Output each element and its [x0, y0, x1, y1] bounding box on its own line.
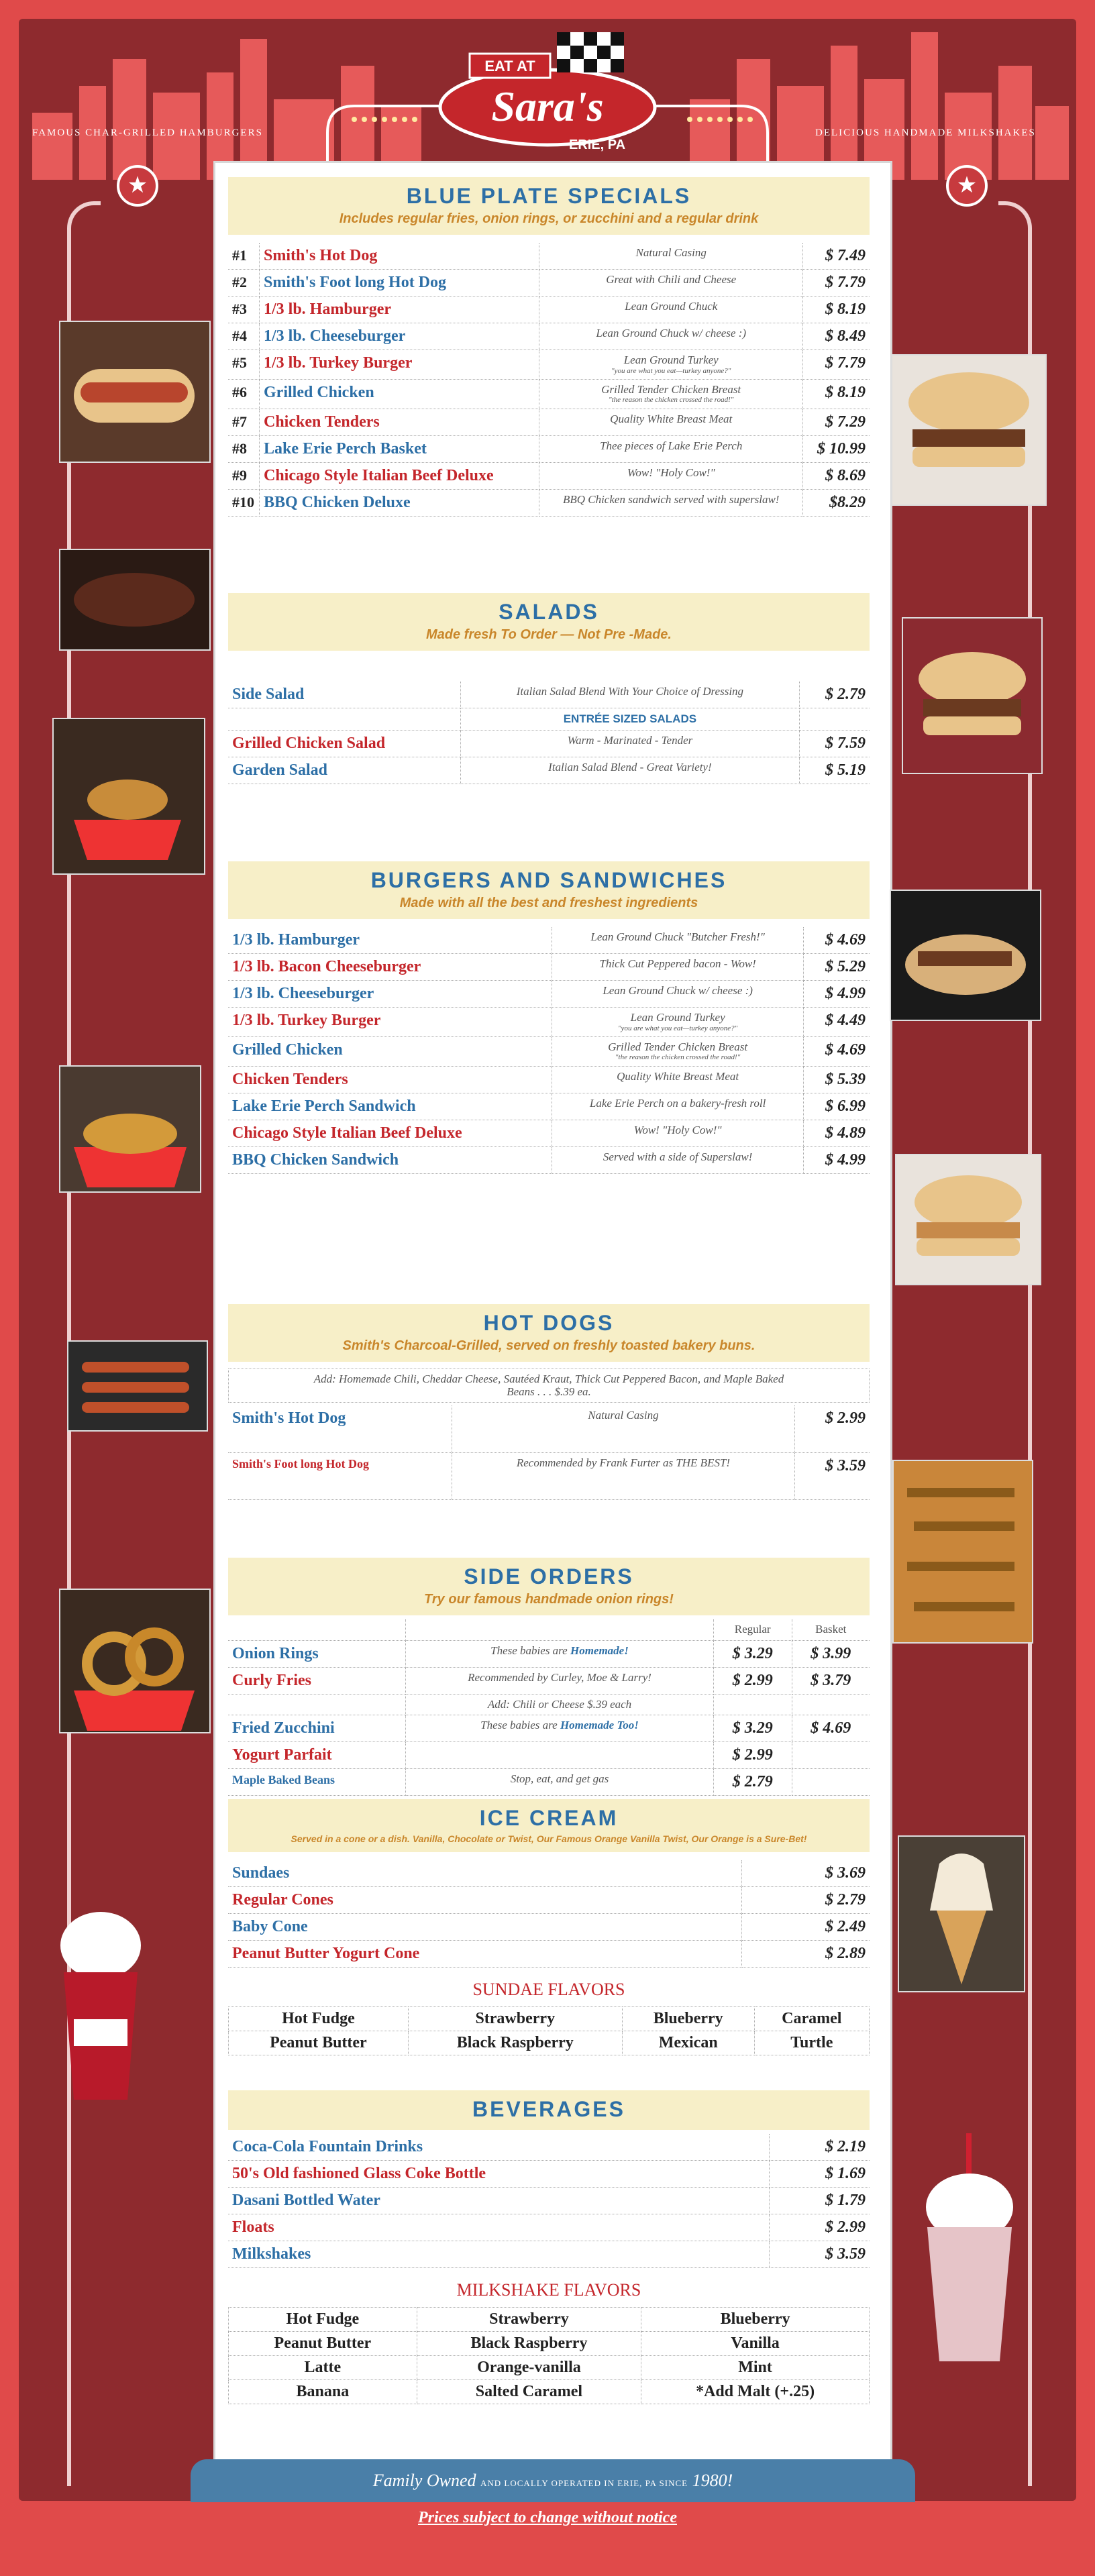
photo-cheeseburger	[902, 617, 1043, 774]
section-subtitle: Served in a cone or a dish. Vanilla, Chocolate or Twist, Our Famous Orange Vanilla Twist, Our Orange is a Sure-Bet!	[291, 1833, 807, 1844]
table-row	[228, 489, 870, 516]
item-price: $ 7.49	[803, 243, 870, 270]
logo-name-text: Sara's	[491, 83, 604, 130]
section-title: BEVERAGES	[472, 2097, 625, 2121]
photo-milkshake	[919, 2133, 1020, 2368]
side-addon: Add: Chili or Cheese $.39 each	[406, 1694, 714, 1715]
item-desc: Wow! "Holy Cow!"	[627, 466, 715, 479]
item-name: 1/3 lb. Hamburger	[228, 927, 552, 954]
col-basket: Basket	[792, 1619, 870, 1640]
item-desc-cell	[539, 379, 803, 409]
locally-operated-text: AND LOCALLY OPERATED IN ERIE, PA SINCE	[480, 2478, 688, 2488]
item-desc: Warm - Marinated - Tender	[460, 731, 800, 757]
item-number: #1	[228, 243, 260, 270]
flavor-cell: Turtle	[754, 2031, 869, 2055]
item-desc: Served with a side of Superslaw!	[603, 1150, 753, 1163]
item-price: $ 2.79	[800, 682, 870, 708]
item-name: Yogurt Parfait	[228, 1742, 406, 1769]
item-name: Milkshakes	[228, 2241, 769, 2268]
item-name: Regular Cones	[228, 1887, 742, 1914]
item-price: $ 8.69	[803, 462, 870, 489]
item-desc: Lean Ground Chuck w/ cheese :)	[603, 984, 753, 997]
flavor-cell: Black Raspberry	[408, 2031, 622, 2055]
table-row	[228, 1715, 870, 1742]
item-price-regular: $ 2.79	[713, 1769, 792, 1796]
table-row	[228, 1769, 870, 1796]
table-row	[228, 954, 870, 981]
item-name: 1/3 lb. Cheeseburger	[260, 323, 539, 350]
table-row	[228, 435, 870, 462]
item-name: 1/3 lb. Bacon Cheeseburger	[228, 954, 552, 981]
table-row	[228, 1036, 870, 1066]
star-icon: ★	[117, 165, 158, 207]
item-name: Smith's Foot long Hot Dog	[228, 1452, 452, 1499]
logo-location-text: ERIE, PA	[568, 138, 626, 152]
item-name: Smith's Hot Dog	[228, 1405, 452, 1452]
item-price: $ 7.79	[803, 350, 870, 380]
section-subtitle: Made fresh To Order — Not Pre -Made.	[426, 627, 672, 642]
item-price-basket: $ 3.79	[792, 1667, 870, 1694]
photo-grill-meat	[59, 549, 211, 651]
item-desc-cell	[552, 1066, 804, 1093]
item-name: Chicago Style Italian Beef Deluxe	[260, 462, 539, 489]
item-desc: Thick Cut Peppered bacon - Wow!	[599, 957, 756, 970]
item-desc-cell	[552, 954, 804, 981]
table-row	[228, 1667, 870, 1694]
item-desc: These babies are	[490, 1644, 570, 1657]
item-desc: Italian Salad Blend - Great Variety!	[460, 757, 800, 784]
item-name: 1/3 lb. Turkey Burger	[228, 1008, 552, 1037]
item-name: Curly Fries	[228, 1667, 406, 1694]
table-row	[228, 731, 870, 757]
item-price: $8.29	[803, 489, 870, 516]
item-desc-cell	[552, 981, 804, 1008]
sundae-flavors-grid	[228, 2006, 870, 2055]
item-number: #3	[228, 297, 260, 323]
item-name: Onion Rings	[228, 1640, 406, 1667]
salads-banner	[228, 593, 870, 651]
item-name: Dasani Bottled Water	[228, 2188, 769, 2214]
item-desc-cell	[552, 1036, 804, 1066]
flavor-cell: Strawberry	[417, 2308, 641, 2332]
item-name: Lake Erie Perch Sandwich	[228, 1093, 552, 1120]
item-price: $ 2.49	[742, 1914, 870, 1941]
item-number: #8	[228, 435, 260, 462]
item-price-regular: $ 3.29	[713, 1715, 792, 1742]
flavor-row	[229, 2356, 870, 2380]
item-desc: Stop, eat, and get gas	[406, 1769, 714, 1796]
item-price: $ 4.99	[803, 1146, 870, 1173]
table-row	[228, 1008, 870, 1037]
table-row	[228, 927, 870, 954]
item-price: $ 2.19	[769, 2134, 870, 2161]
section-subtitle: Try our famous handmade onion rings!	[424, 1592, 674, 1607]
item-name: Garden Salad	[228, 757, 460, 784]
burgers-table	[228, 927, 870, 1174]
flavor-cell: Blueberry	[622, 2007, 754, 2031]
item-desc: Grilled Tender Chicken Breast	[608, 1040, 748, 1053]
item-name: 50's Old fashioned Glass Coke Bottle	[228, 2161, 769, 2188]
blue-plate-table	[228, 243, 870, 517]
item-price: $ 4.69	[803, 1036, 870, 1066]
item-desc-cell	[539, 270, 803, 297]
sundae-flavors-title: SUNDAE FLAVORS	[472, 1980, 625, 1999]
flavor-cell: Mexican	[622, 2031, 754, 2055]
flavor-row	[229, 2332, 870, 2356]
flavor-row	[229, 2031, 870, 2055]
table-row	[228, 1093, 870, 1120]
item-price: $ 2.79	[742, 1887, 870, 1914]
table-row	[228, 409, 870, 435]
item-note: "the reason the chicken crossed the road!"	[615, 1053, 741, 1062]
table-row	[228, 270, 870, 297]
item-name: 1/3 lb. Hamburger	[260, 297, 539, 323]
item-price: $ 7.79	[803, 270, 870, 297]
item-price: $ 2.99	[769, 2214, 870, 2241]
photo-italian-beef	[890, 890, 1041, 1021]
flavor-cell: Hot Fudge	[229, 2308, 417, 2332]
section-title: ICE CREAM	[479, 1806, 619, 1830]
item-price: $ 7.29	[803, 409, 870, 435]
flavor-row	[229, 2380, 870, 2404]
flavor-cell: Banana	[229, 2380, 417, 2404]
item-desc: Recommended by Frank Furter as THE BEST!	[452, 1452, 795, 1499]
item-name: Coca-Cola Fountain Drinks	[228, 2134, 769, 2161]
item-name: Chicken Tenders	[260, 409, 539, 435]
table-row	[228, 1146, 870, 1173]
table-row	[228, 243, 870, 270]
beverages-table	[228, 2134, 870, 2268]
hot-dogs-section	[228, 1304, 870, 1500]
item-price: $ 4.99	[803, 981, 870, 1008]
item-name: Smith's Foot long Hot Dog	[260, 270, 539, 297]
item-name: Grilled Chicken	[260, 379, 539, 409]
ice-cream-banner	[228, 1799, 870, 1852]
item-price: $ 8.19	[803, 297, 870, 323]
item-desc-cell	[539, 462, 803, 489]
hot-dogs-table	[228, 1405, 870, 1500]
table-row	[228, 1640, 870, 1667]
footer-banner	[191, 2459, 915, 2502]
item-name: Grilled Chicken	[228, 1036, 552, 1066]
flavor-cell: Blueberry	[641, 2308, 870, 2332]
item-number: #5	[228, 350, 260, 380]
item-desc: Lean Ground Turkey	[630, 1011, 725, 1024]
right-tagline: DELICIOUS HANDMADE MILKSHAKES	[815, 127, 1036, 138]
price-notice: Prices subject to change without notice	[417, 2509, 677, 2526]
logo	[429, 27, 666, 154]
item-price: $ 3.69	[742, 1860, 870, 1887]
flavor-cell: Hot Fudge	[229, 2007, 409, 2031]
item-price: $ 6.99	[803, 1093, 870, 1120]
photo-chicken-sandwich	[895, 1154, 1041, 1285]
item-name: Sundaes	[228, 1860, 742, 1887]
flavor-row	[229, 2007, 870, 2031]
item-number: #4	[228, 323, 260, 350]
table-row	[228, 2241, 870, 2268]
flavor-cell: Mint	[641, 2356, 870, 2380]
item-name: Lake Erie Perch Basket	[260, 435, 539, 462]
item-desc: Natural Casing	[635, 246, 707, 259]
item-price: $ 1.69	[769, 2161, 870, 2188]
flavor-cell: Strawberry	[408, 2007, 622, 2031]
item-number: #6	[228, 379, 260, 409]
table-row	[228, 1742, 870, 1769]
table-row	[228, 1887, 870, 1914]
item-desc: Natural Casing	[452, 1405, 795, 1452]
item-desc: Great with Chili and Cheese	[606, 273, 737, 286]
flavor-cell: Peanut Butter	[229, 2332, 417, 2356]
beverages-section	[228, 2090, 870, 2404]
photo-burger	[891, 354, 1047, 506]
flavor-row	[229, 2308, 870, 2332]
table-row	[228, 1914, 870, 1941]
item-price-regular: $ 2.99	[713, 1667, 792, 1694]
item-price-regular: $ 2.99	[713, 1742, 792, 1769]
table-row	[228, 2214, 870, 2241]
flavor-cell: Orange-vanilla	[417, 2356, 641, 2380]
hot-dog-addons: Add: Homemade Chili, Cheddar Cheese, Sautéed Kraut, Thick Cut Peppered Bacon, and Maple Baked Beans . . . $.39 ea.	[228, 1368, 870, 1403]
item-desc-cell	[539, 323, 803, 350]
table-header	[228, 1619, 870, 1640]
item-price-basket: $ 3.99	[792, 1640, 870, 1667]
flavor-cell: Vanilla	[641, 2332, 870, 2356]
section-title: SIDE ORDERS	[464, 1564, 634, 1589]
item-desc-cell	[539, 243, 803, 270]
flavor-cell: *Add Malt (+.25)	[641, 2380, 870, 2404]
item-desc-emphasis: Homemade Too!	[560, 1719, 639, 1732]
photo-hot-dog	[59, 321, 211, 463]
item-desc: Quality White Breast Meat	[617, 1069, 739, 1083]
photo-soft-serve	[898, 1835, 1025, 1992]
section-subtitle: Smith's Charcoal-Grilled, served on freshly toasted bakery buns.	[342, 1338, 755, 1353]
item-desc: Lean Ground Turkey	[623, 354, 719, 366]
section-title: SALADS	[499, 600, 599, 624]
table-row	[228, 1066, 870, 1093]
photo-onion-rings	[59, 1589, 211, 1733]
table-row	[228, 2161, 870, 2188]
item-price: $ 7.59	[800, 731, 870, 757]
item-price: $ 4.49	[803, 1008, 870, 1037]
item-number: #9	[228, 462, 260, 489]
salads-section	[228, 593, 870, 784]
item-desc: Recommended by Curley, Moe & Larry!	[468, 1670, 651, 1684]
item-price: $ 8.19	[803, 379, 870, 409]
section-subtitle: Includes regular fries, onion rings, or zucchini and a regular drink	[339, 211, 759, 226]
side-orders-banner	[228, 1558, 870, 1615]
burgers-banner	[228, 861, 870, 919]
item-name: Baby Cone	[228, 1914, 742, 1941]
table-row	[228, 1120, 870, 1146]
item-name: 1/3 lb. Turkey Burger	[260, 350, 539, 380]
item-price: $ 1.79	[769, 2188, 870, 2214]
item-price: $ 2.89	[742, 1941, 870, 1968]
table-row	[228, 379, 870, 409]
section-title: BLUE PLATE SPECIALS	[406, 184, 692, 208]
family-owned-text: Family Owned	[372, 2471, 476, 2490]
item-name: Grilled Chicken Salad	[228, 731, 460, 757]
entree-label: ENTRÉE SIZED SALADS	[460, 708, 800, 731]
side-orders-section	[228, 1558, 870, 1796]
photo-zucchini-fries	[892, 1460, 1033, 1644]
item-desc-emphasis: Homemade!	[570, 1644, 629, 1657]
table-row	[228, 708, 870, 731]
item-name: BBQ Chicken Sandwich	[228, 1146, 552, 1173]
burgers-section	[228, 861, 870, 1174]
item-price: $ 8.49	[803, 323, 870, 350]
item-name: Side Salad	[228, 682, 460, 708]
item-desc-cell	[539, 435, 803, 462]
item-desc-cell	[552, 1146, 804, 1173]
item-desc: BBQ Chicken sandwich served with superslaw!	[562, 492, 780, 506]
item-price: $ 2.99	[794, 1405, 870, 1452]
milkshake-flavors-grid	[228, 2307, 870, 2404]
item-name: Peanut Butter Yogurt Cone	[228, 1941, 742, 1968]
table-row	[228, 1694, 870, 1715]
item-desc: Lean Ground Chuck	[625, 300, 718, 313]
item-name: Chicken Tenders	[228, 1066, 552, 1093]
item-desc: Lake Erie Perch on a bakery-fresh roll	[589, 1096, 766, 1110]
item-desc-cell	[552, 1093, 804, 1120]
item-price: $ 4.69	[803, 927, 870, 954]
item-price: $ 10.99	[803, 435, 870, 462]
item-number: #10	[228, 489, 260, 516]
milkshake-flavors-title: MILKSHAKE FLAVORS	[456, 2280, 641, 2300]
photo-chicken-tenders	[52, 718, 205, 875]
since-year-text: 1980!	[692, 2471, 733, 2490]
blue-plate-banner	[228, 177, 870, 235]
photo-grilled-hot-dogs	[67, 1340, 208, 1432]
item-name: Maple Baked Beans	[228, 1769, 406, 1796]
item-desc: Lean Ground Chuck "Butcher Fresh!"	[590, 930, 765, 943]
item-price: $ 5.39	[803, 1066, 870, 1093]
item-desc: Lean Ground Chuck w/ cheese :)	[596, 327, 747, 339]
star-icon: ★	[946, 165, 988, 207]
item-desc: Wow! "Holy Cow!"	[633, 1123, 722, 1136]
item-number: #7	[228, 409, 260, 435]
item-name: Fried Zucchini	[228, 1715, 406, 1742]
item-note: "you are what you eat—turkey anyone?"	[611, 366, 731, 375]
item-price: $ 5.29	[803, 954, 870, 981]
col-regular: Regular	[713, 1619, 792, 1640]
ice-cream-section	[228, 1799, 870, 2055]
item-desc-cell	[552, 1120, 804, 1146]
hot-dogs-banner	[228, 1304, 870, 1362]
section-subtitle: Made with all the best and freshest ingredients	[399, 896, 698, 910]
item-desc-cell	[552, 927, 804, 954]
table-row	[228, 2134, 870, 2161]
item-price: $ 3.59	[769, 2241, 870, 2268]
item-desc-cell	[539, 489, 803, 516]
photo-sundae-cup	[54, 1892, 148, 2113]
flavor-cell: Black Raspberry	[417, 2332, 641, 2356]
flavor-cell: Salted Caramel	[417, 2380, 641, 2404]
salads-table	[228, 682, 870, 784]
item-name: 1/3 lb. Cheeseburger	[228, 981, 552, 1008]
table-row	[228, 682, 870, 708]
table-row	[228, 1405, 870, 1452]
table-row	[228, 323, 870, 350]
item-desc: Quality White Breast Meat	[610, 412, 733, 425]
item-price: $ 4.89	[803, 1120, 870, 1146]
logo-top-text: EAT AT	[484, 58, 535, 74]
table-row	[228, 981, 870, 1008]
flavor-cell: Caramel	[754, 2007, 869, 2031]
blue-plate-section	[228, 177, 870, 517]
table-row	[228, 1860, 870, 1887]
item-desc-cell	[539, 297, 803, 323]
left-tagline: FAMOUS CHAR-GRILLED HAMBURGERS	[32, 127, 263, 138]
table-row	[228, 462, 870, 489]
flavor-cell: Latte	[229, 2356, 417, 2380]
item-name: BBQ Chicken Deluxe	[260, 489, 539, 516]
item-desc: Italian Salad Blend With Your Choice of Dressing	[460, 682, 800, 708]
item-note: "the reason the chicken crossed the road!"	[609, 396, 734, 405]
item-name: Floats	[228, 2214, 769, 2241]
ice-cream-table	[228, 1860, 870, 1968]
table-row	[228, 757, 870, 784]
item-price-basket: $ 4.69	[792, 1715, 870, 1742]
item-name: Smith's Hot Dog	[260, 243, 539, 270]
item-desc-cell	[552, 1008, 804, 1037]
item-desc: Thee pieces of Lake Erie Perch	[600, 439, 743, 452]
item-price-regular: $ 3.29	[713, 1640, 792, 1667]
item-desc-cell	[539, 350, 803, 380]
table-row	[228, 1452, 870, 1499]
flavor-cell: Peanut Butter	[229, 2031, 409, 2055]
table-row	[228, 297, 870, 323]
side-orders-table	[228, 1619, 870, 1796]
section-title: HOT DOGS	[483, 1311, 615, 1335]
section-title: BURGERS AND SANDWICHES	[370, 868, 727, 892]
item-desc-cell	[539, 409, 803, 435]
item-number: #2	[228, 270, 260, 297]
table-row	[228, 1941, 870, 1968]
item-name: Chicago Style Italian Beef Deluxe	[228, 1120, 552, 1146]
beverages-banner	[228, 2090, 870, 2130]
item-note: "you are what you eat—turkey anyone?"	[617, 1024, 738, 1032]
photo-curly-fries	[59, 1065, 201, 1193]
item-desc: These babies are	[480, 1719, 560, 1732]
table-row	[228, 350, 870, 380]
item-price: $ 3.59	[794, 1452, 870, 1499]
item-price: $ 5.19	[800, 757, 870, 784]
item-desc: Grilled Tender Chicken Breast	[601, 382, 741, 396]
table-row	[228, 2188, 870, 2214]
